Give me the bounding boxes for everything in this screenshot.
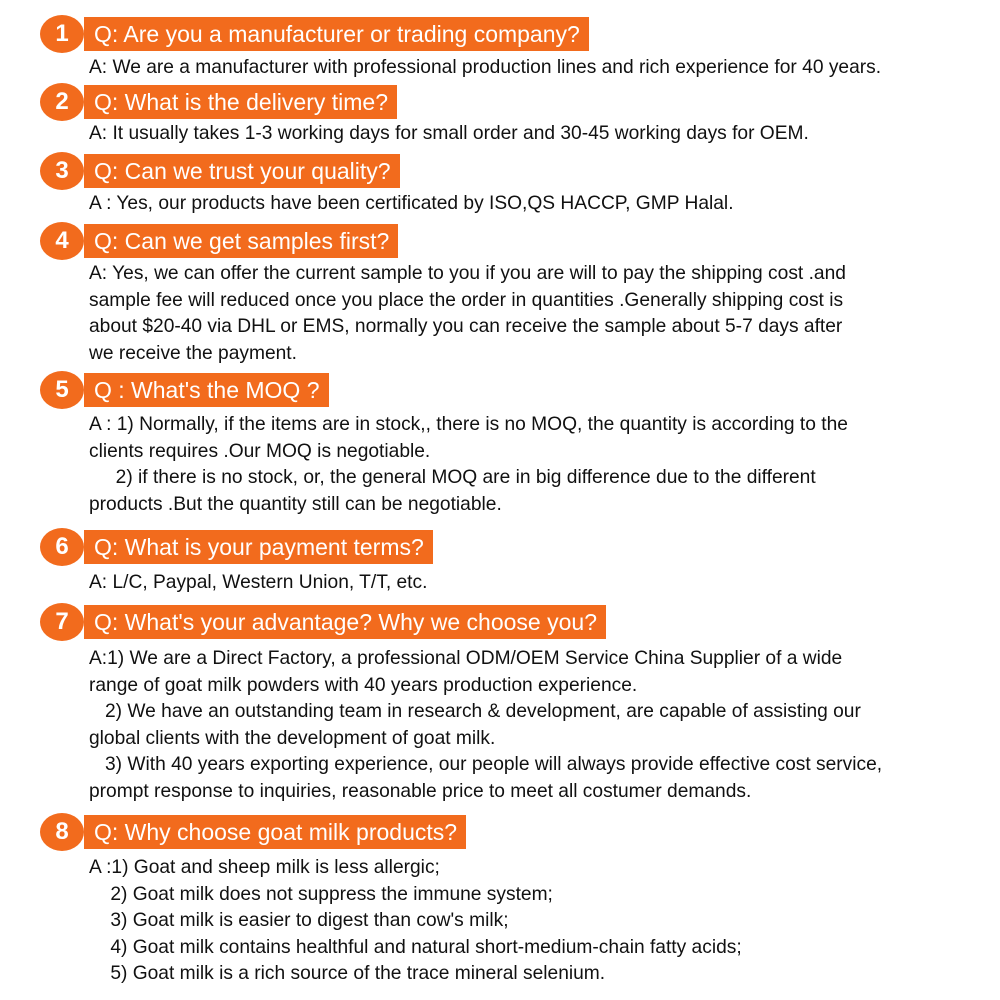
answer-line: about $20-40 via DHL or EMS, normally you can receive the sample about 5-7 days after (89, 316, 843, 338)
question-bar: Q: What's your advantage? Why we choose you? (84, 605, 606, 639)
answer-line: A: Yes, we can offer the current sample to you if you are will to pay the shipping cost .and (89, 263, 846, 284)
answer (89, 412, 949, 518)
answer-line: range of goat milk powders with 40 years production experience. (89, 674, 638, 696)
answer-line: A : 1) Normally, if the items are in stock,, there is no MOQ, the quantity is according to the (89, 414, 848, 435)
question-row (0, 603, 1000, 641)
question-bar: Q : What's the MOQ ? (84, 373, 329, 407)
answer-line: global clients with the development of goat milk. (89, 727, 496, 749)
question-row (0, 83, 1000, 121)
answer-line: we receive the payment. (89, 342, 297, 364)
answer-line: 2) Goat milk does not suppress the immune system; (89, 883, 553, 905)
answer (89, 855, 949, 988)
faq-item-3 (0, 152, 1000, 214)
faq-item-6 (0, 528, 1000, 593)
number-badge: 2 (40, 83, 84, 121)
answer-line: 4) Goat milk contains healthful and natural short-medium-chain fatty acids; (89, 936, 742, 958)
answer-line: A :1) Goat and sheep milk is less allergic; (89, 857, 440, 878)
answer-line: 2) if there is no stock, or, the general MOQ are in big difference due to the different (89, 467, 816, 489)
answer-line: 2) We have an outstanding team in research & development, are capable of assisting our (89, 701, 861, 723)
question-row (0, 528, 1000, 566)
answer-line: A: L/C, Paypal, Western Union, T/T, etc. (89, 572, 428, 593)
answer-line: clients requires .Our MOQ is negotiable. (89, 440, 431, 462)
answer-line: A:1) We are a Direct Factory, a professional ODM/OEM Service China Supplier of a wide (89, 648, 843, 669)
number-badge: 6 (40, 528, 84, 566)
question-row (0, 813, 1000, 851)
question-row (0, 222, 1000, 260)
answer-line: sample fee will reduced once you place the order in quantities .Generally shipping cost is (89, 289, 844, 311)
answer-line: A: We are a manufacturer with professional production lines and rich experience for 40 years. (89, 57, 882, 78)
question-row (0, 371, 1000, 409)
answer-line: A : Yes, our products have been certificated by ISO,QS HACCP, GMP Halal. (89, 193, 734, 214)
number-badge: 7 (40, 603, 84, 641)
answer-line: products .But the quantity still can be negotiable. (89, 493, 502, 515)
question-bar: Q: Can we trust your quality? (84, 154, 400, 188)
answer (89, 646, 949, 806)
faq-item-4 (0, 222, 1000, 364)
answer (89, 121, 949, 148)
question-row (0, 152, 1000, 190)
faq-item-2 (0, 83, 1000, 144)
answer-line: 5) Goat milk is a rich source of the trace mineral selenium. (89, 963, 606, 985)
answer (89, 261, 949, 367)
number-badge: 1 (40, 15, 84, 53)
answer (89, 570, 949, 597)
question-bar: Q: Why choose goat milk products? (84, 815, 466, 849)
answer-line: A: It usually takes 1-3 working days for small order and 30-45 working days for OEM. (89, 123, 809, 144)
number-badge: 8 (40, 813, 84, 851)
faq-item-8 (0, 813, 1000, 985)
faq-item-7 (0, 603, 1000, 802)
question-bar: Q: What is your payment terms? (84, 530, 433, 564)
faq-item-5 (0, 371, 1000, 515)
answer-line: 3) With 40 years exporting experience, our people will always provide effective cost service, (89, 754, 883, 776)
answer-line: 3) Goat milk is easier to digest than cow's milk; (89, 910, 509, 932)
number-badge: 5 (40, 371, 84, 409)
number-badge: 3 (40, 152, 84, 190)
answer (89, 55, 949, 82)
number-badge: 4 (40, 222, 84, 260)
answer (89, 191, 949, 218)
question-bar: Q: Can we get samples first? (84, 224, 398, 258)
question-row (0, 15, 1000, 53)
answer-line: prompt response to inquiries, reasonable price to meet all costumer demands. (89, 780, 752, 802)
question-bar: Q: Are you a manufacturer or trading company? (84, 17, 589, 51)
faq-item-1 (0, 15, 1000, 78)
question-bar: Q: What is the delivery time? (84, 85, 397, 119)
